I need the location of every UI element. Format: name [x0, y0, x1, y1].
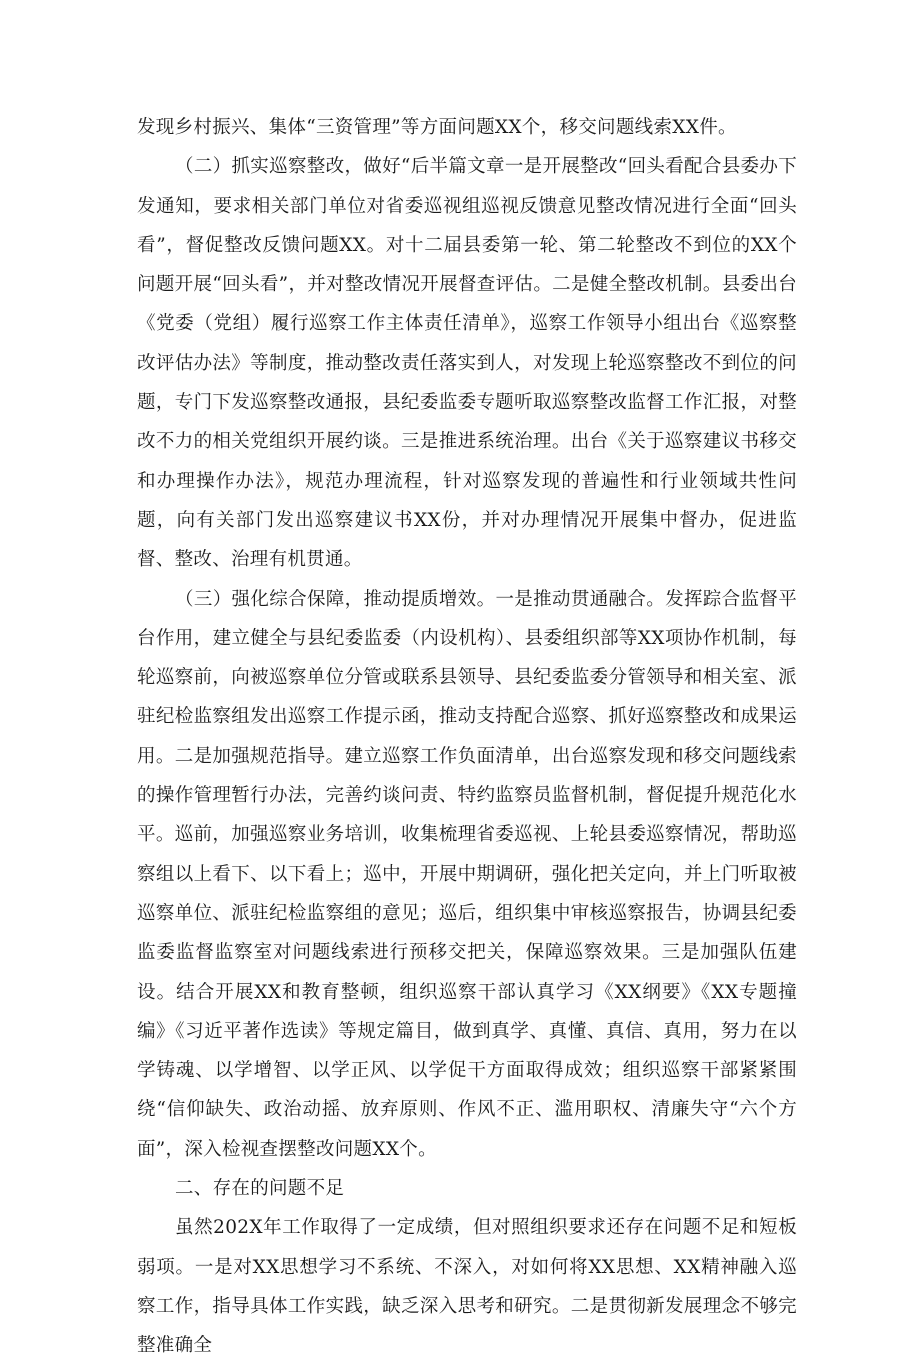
paragraph-rectification: （二）抓实巡察整改，做好“后半篇文章一是开展整改“回头看配合县委办下发通知，要求相关部门单位对省委巡视组巡视反馈意见整改情况进行全面“回头看”，督促整改反馈问题XX。对十二届县委第一轮、第二轮整改不到位的XX个问题开展“回头看”，并对整改情况开展督查评估。二是健全整改机制。县委出台《党委（党组）履行巡察工作主体责任清单》，巡察工作领导小组出台《巡察整改评估办法》等制度，推动整改责任落实到人，对发现上轮巡察整改不到位的问题，专门下发巡察整改通报，县纪委监委专题听取巡察整改监督工作汇报，对整改不力的相关党组织开展约谈。三是推进系统治理。出台《关于巡察建议书移交和办理操作办法》，规范办理流程，针对巡察发现的普遍性和行业领域共性问题，向有关部门发出巡察建议书XX份，并对办理情况开展集中督办，促进监督、整改、治理有机贯通。: [137, 156, 797, 571]
paragraph-support: （三）强化综合保障，推动提质增效。一是推动贯通融合。发挥踪合监督平台作用，建立健全与县纪委监委（内设机构）、县委组织部等XX项协作机制，每轮巡察前，向被巡察单位分管或联系县领导、县纪委监委分管领导和相关室、派驻纪检监察组发出巡察工作提示函，推动支持配合巡察、抓好巡察整改和成果运用。二是加强规范指导。建立巡察工作负面清单，出台巡察发现和移交问题线索的操作管理暂行办法，完善约谈问责、特约监察员监督机制，督促提升规范化水平。巡前，加强巡察业务培训，收集梳理省委巡视、上轮县委巡察情况，帮助巡察组以上看下、以下看上；巡中，开展中期调研，强化把关定向，并上门听取被巡察单位、派驻纪检监察组的意见；巡后，组织集中审核巡察报告，协调县纪委监委监督监察室对问题线索进行预移交把关，保障巡察效果。三是加强队伍建设。结合开展XX和教育整顿，组织巡察干部认真学习《XX纲要》《XX专题撞编》《习近平著作选读》等规定篇目，做到真学、真懂、真信、真用，努力在以学铸魂、以学增智、以学正风、以学促干方面取得成效；组织巡察干部紧紧围绕“信仰缺失、政治动摇、放弃原则、作风不正、滥用职权、清廉失守“六个方面”，深入检视查摆整改问题XX个。: [137, 588, 797, 1160]
paragraph-continuation: 发现乡村振兴、集体“三资管理”等方面问题XX个，移交问题线索XX件。: [137, 117, 737, 138]
section-heading-problems: 二、存在的问题不足: [175, 1178, 345, 1200]
document-body: [137, 108, 797, 1366]
paragraph-problems: 虽然202X年工作取得了一定成绩，但对照组织要求还存在问题不足和短板弱项。一是对XX思想学习不系统、不深入，对如何将XX思想、XX精神融入巡察工作，指导具体工作实践，缺乏深入思考和研究。二是贯彻新发展理念不够完整准确全: [137, 1217, 797, 1357]
